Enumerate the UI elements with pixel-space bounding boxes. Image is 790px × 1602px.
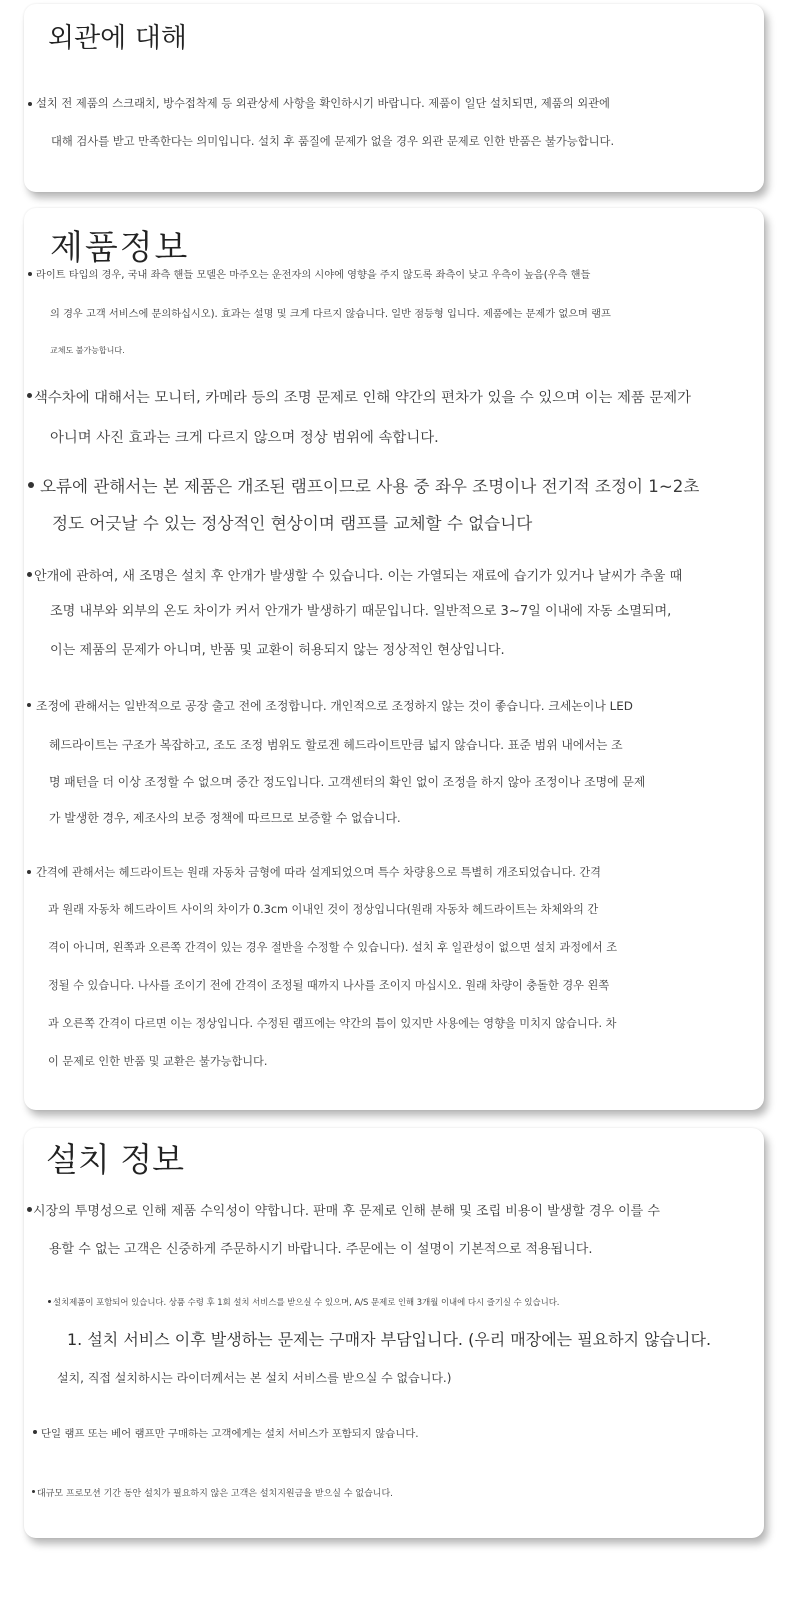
text-line: 설치제품이 포함되어 있습니다. 상품 수령 후 1회 설치 서비스를 받으실 수 있으며, A/S 문제로 인해 3개월 이내에 다시 즐기실 수 있습니다.	[53, 1297, 560, 1307]
text-line: 색수차에 대해서는 모니터, 카메라 등의 조명 문제로 인해 약간의 편차가 있을 수 있으며 이는 제품 문제가	[34, 390, 692, 406]
bullet-icon	[33, 1430, 37, 1434]
text-line: 설치, 직접 설치하시는 라이더께서는 본 설치 서비스를 받으실 수 없습니다.)	[57, 1371, 452, 1385]
bullet-icon	[27, 703, 31, 707]
bullet-icon	[48, 1300, 51, 1303]
text-line: 대규모 프로모션 기간 동안 설치가 필요하지 않은 고객은 설치지원금을 받으실 수 없습니다.	[37, 1489, 394, 1499]
bullet-icon	[28, 102, 32, 106]
bullet-icon	[28, 482, 34, 488]
text-line: 대해 검사를 받고 만족한다는 의미입니다. 설치 후 품질에 문제가 없을 경우 외관 문제로 인한 반품은 불가능합니다.	[51, 135, 615, 148]
text-line: 이는 제품의 문제가 아니며, 반품 및 교환이 허용되지 않는 정상적인 현상입니다.	[50, 643, 505, 658]
text-line: 단일 램프 또는 베어 램프만 구매하는 고객에게는 설치 서비스가 포함되지 않습니다.	[41, 1428, 419, 1440]
text-line: 이 문제로 인한 반품 및 교환은 불가능합니다.	[48, 1055, 268, 1068]
text-line: 조정에 관해서는 일반적으로 공장 출고 전에 조정합니다. 개인적으로 조정하지 않는 것이 좋습니다. 크세논이나 LED	[36, 699, 633, 713]
text-line: 조명 내부와 외부의 온도 차이가 커서 안개가 발생하기 때문입니다. 일반적으로 3~7일 이내에 자동 소멸되며,	[50, 604, 672, 619]
text-line: 헤드라이트는 구조가 복잡하고, 조도 조정 범위도 할로겐 헤드라이트만큼 넓지 않습니다. 표준 범위 내에서는 조	[49, 738, 623, 752]
section-product-info	[24, 208, 764, 1110]
text-line: 의 경우 고객 서비스에 문의하십시오). 효과는 설명 및 크게 다르지 않습니다. 일반 점등형 입니다. 제품에는 문제가 없으며 램프	[50, 309, 611, 320]
bullet-icon	[28, 272, 32, 276]
text-line: 격이 아니며, 왼쪽과 오른쪽 간격이 있는 경우 절반을 수정할 수 있습니다). 설치 후 일관성이 없으면 설치 과정에서 조	[48, 941, 618, 954]
text-line: 명 패턴을 더 이상 조정할 수 없으며 중간 정도입니다. 고객센터의 확인 없이 조정을 하지 않아 조정이나 조명에 문제	[49, 775, 646, 789]
text-line: 오류에 관해서는 본 제품은 개조된 램프이므로 사용 중 좌우 조명이나 전기적 조정이 1~2초	[40, 477, 700, 496]
text-line: 과 오른쪽 간격이 다르면 이는 정상입니다. 수정된 램프에는 약간의 틈이 있지만 사용에는 영향을 미치지 않습니다. 차	[48, 1017, 617, 1030]
text-line: 교체도 불가능합니다.	[50, 346, 125, 355]
text-line: 1. 설치 서비스 이후 발생하는 문제는 구매자 부담입니다. (우리 매장에는 필요하지 않습니다.	[67, 1330, 712, 1349]
text-line: 과 원래 자동차 헤드라이트 사이의 차이가 0.3cm 이내인 것이 정상입니다(원래 자동차 헤드라이트는 차체와의 간	[48, 903, 599, 916]
text-line: 용할 수 없는 고객은 신중하게 주문하시기 바랍니다. 주문에는 이 설명이 기본적으로 적용됩니다.	[49, 1242, 593, 1257]
section-installation-info	[24, 1128, 764, 1538]
section-title: 제품정보	[50, 228, 190, 268]
text-line: 정될 수 있습니다. 나사를 조이기 전에 간격이 조정될 때까지 나사를 조이지 마십시오. 원래 차량이 충돌한 경우 왼쪽	[48, 979, 610, 992]
text-line: 간격에 관해서는 헤드라이트는 원래 자동차 금형에 따라 설계되었으며 특수 차량용으로 특별히 개조되었습니다. 간격	[36, 866, 601, 879]
bullet-icon	[32, 1490, 35, 1493]
section-title: 설치 정보	[46, 1140, 185, 1179]
bullet-icon	[27, 393, 32, 398]
text-line: 정도 어긋날 수 있는 정상적인 현상이며 램프를 교체할 수 없습니다	[52, 514, 533, 533]
text-line: 라이트 타입의 경우, 국내 좌측 핸들 모델은 마주오는 운전자의 시야에 영향을 주지 않도록 좌측이 낮고 우측이 높음(우측 핸들	[36, 270, 591, 281]
bullet-icon	[27, 1207, 32, 1212]
text-line: 아니며 사진 효과는 크게 다르지 않으며 정상 범위에 속합니다.	[50, 430, 439, 446]
text-line: 가 발생한 경우, 제조사의 보증 정책에 따르므로 보증할 수 없습니다.	[49, 811, 401, 825]
text-line: 안개에 관하여, 새 조명은 설치 후 안개가 발생할 수 있습니다. 이는 가열되는 재료에 습기가 있거나 날씨가 추울 때	[34, 569, 683, 584]
section-appearance	[24, 4, 764, 192]
section-title: 외관에 대해	[48, 23, 187, 54]
text-line: 설치 전 제품의 스크래치, 방수접착제 등 외관상세 사항을 확인하시기 바랍니다. 제품이 일단 설치되면, 제품의 외관에	[36, 97, 610, 110]
bullet-icon	[27, 870, 31, 874]
text-line: 시장의 투명성으로 인해 제품 수익성이 약합니다. 판매 후 문제로 인해 분해 및 조립 비용이 발생할 경우 이를 수	[33, 1204, 660, 1219]
bullet-icon	[27, 572, 32, 577]
